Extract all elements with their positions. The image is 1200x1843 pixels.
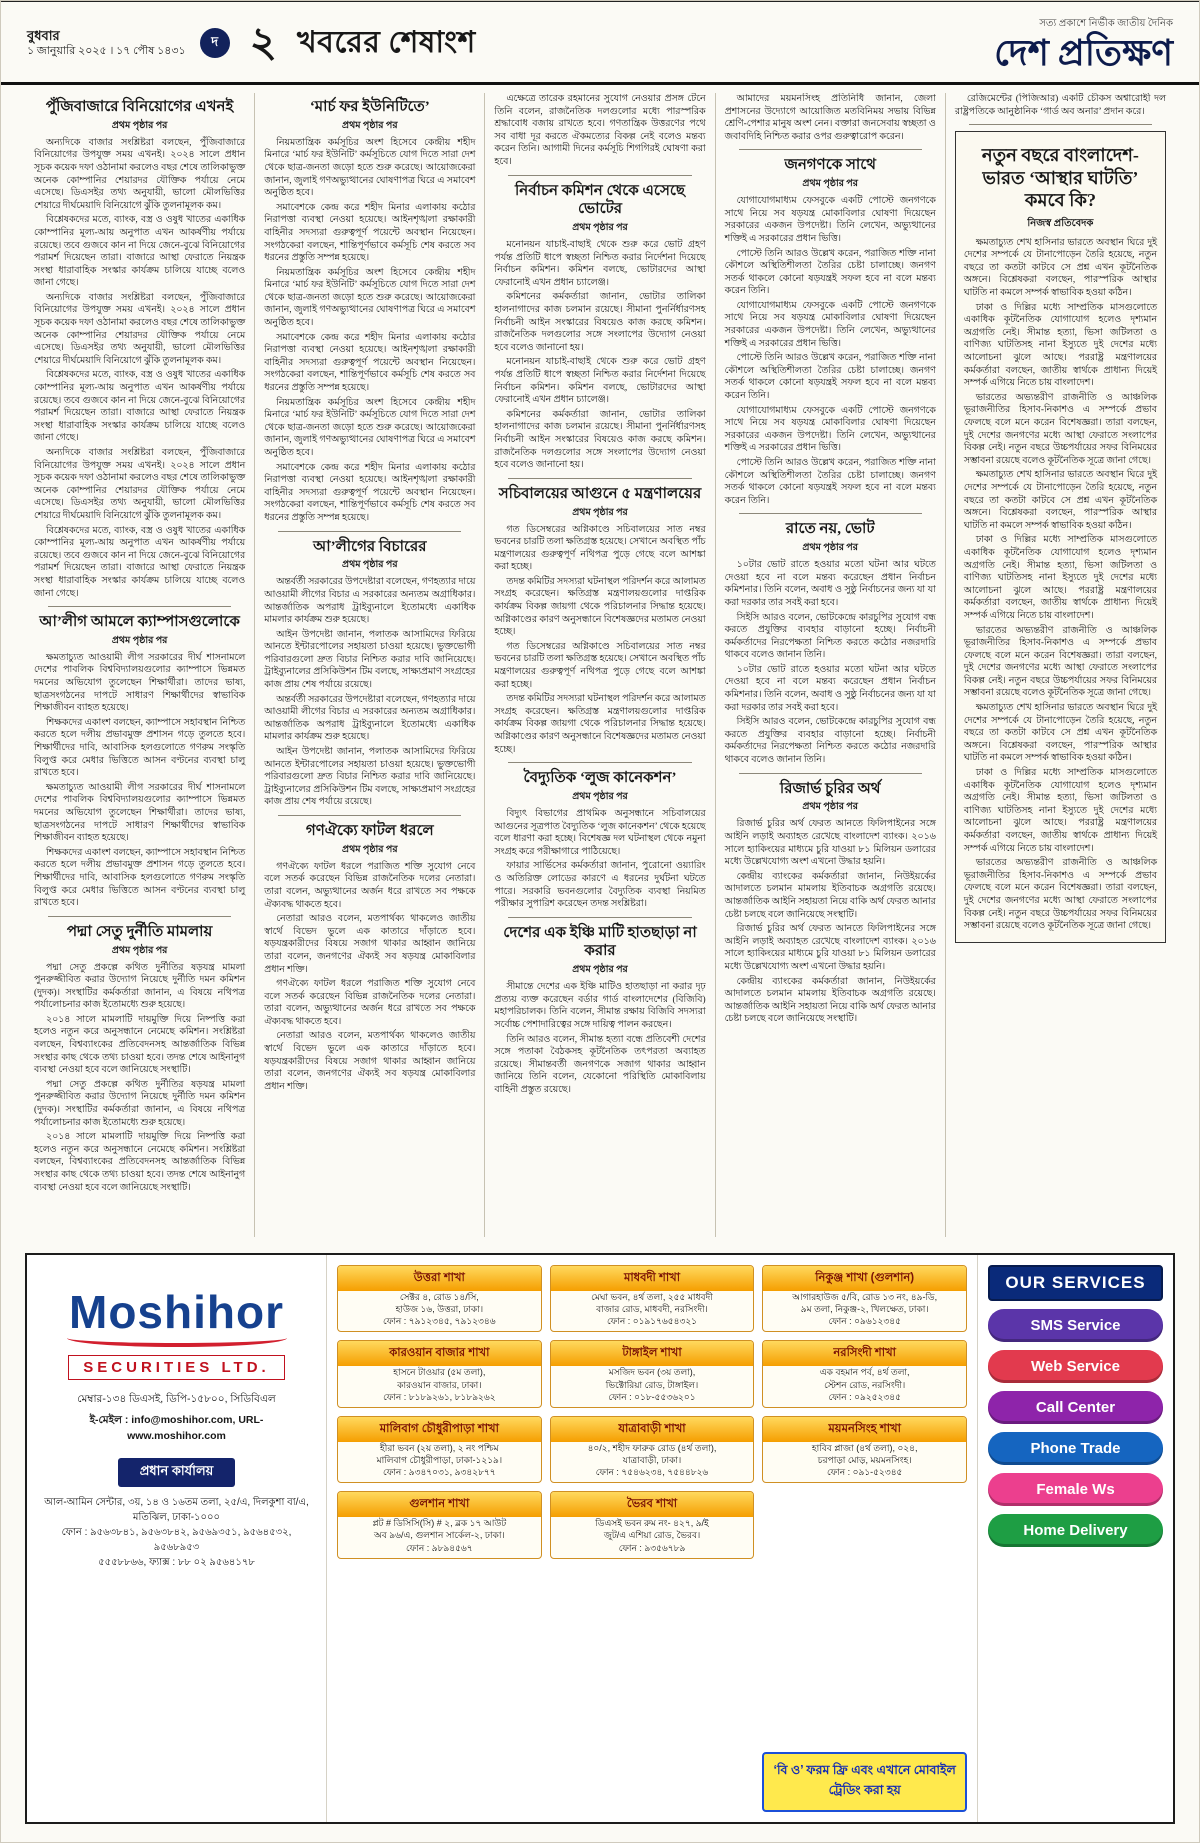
branch-detail-line: ফোন : ৯৩৪৭০৩১, ৯৩৪২৮৭৭: [383, 1467, 496, 1478]
news-column: [484, 93, 714, 1237]
services-title: OUR SERVICES: [988, 1265, 1163, 1301]
article-headline: রাতে নয়, ভোট: [785, 521, 875, 538]
service-button-phone-trade[interactable]: Phone Trade: [988, 1432, 1163, 1465]
article: [494, 769, 705, 911]
article-paragraph: আমাদের ময়মনসিংহ প্রতিনিধি জানান, জেলা প্রশাসনের উদ্যোগে আয়োজিত মতবিনিময় সভায় বিভিন্ন শ্রেণি-পেশার মানুষ অংশ নেন। বক্তারা জনসেবায় স্বচ্ছতা ও জবাবদিহি নিশ্চিত করার ওপর গুরুত্বারোপ করেন।: [724, 94, 936, 142]
branch-detail-line: ফোন : ৮১৮৯২৬১, ৮১৮৯২৬২: [383, 1391, 496, 1402]
continued-from-label: প্রথম পৃষ্ঠার পর: [572, 223, 628, 234]
article-headline: রিজার্ভ চুরির অর্থ: [779, 780, 881, 797]
article-paragraph: ক্ষমতাচ্যুত আওয়ামী লীগ সরকারের দীর্ঘ শাসনামলে দেশের পাবলিক বিশ্ববিদ্যালয়গুলোর ক্যাম্পাসে ভিন্নমত দমনের অভিযোগ তুলেছেন শিক্ষার্থীরা। তাদের ভাষ্য, ছাত্রসংগঠনের দাপটে সাধারণ শিক্ষার্থীদের স্বাভাবিক শিক্ষাজীবন ব্যাহত হয়েছে।: [34, 782, 246, 844]
branch-name: কারওয়ান বাজার শাখা: [338, 1341, 541, 1366]
service-button-home-delivery[interactable]: Home Delivery: [988, 1514, 1163, 1547]
article-paragraph: পোস্টে তিনি আরও উল্লেখ করেন, পরাজিত শক্তি নানা কৌশলে অস্থিতিশীলতা তৈরির চেষ্টা চালাচ্ছে। জনগণ সতর্ক থাকলে কোনো ষড়যন্ত্রই সফল হবে না বলে মন্তব্য করেন তিনি।: [724, 458, 936, 506]
article-paragraph: ঢাকা ও দিল্লির মধ্যে সাম্প্রতিক মাসগুলোতে একাধিক কূটনৈতিক যোগাযোগ হলেও দৃশ্যমান অগ্রগতি নেই। সীমান্ত হত্যা, ভিসা জটিলতা ও বাণিজ্য ঘাটতিসহ নানা ইস্যুতে দুই দেশের মধ্যে আলোচনা ঝুলে আছে। পররাষ্ট্র মন্ত্রণালয়ের কর্মকর্তারা বলছেন, জাতীয় স্বার্থকে প্রাধান্য দিয়েই সম্পর্ক এগিয়ে নিতে চায় বাংলাদেশ।: [963, 302, 1158, 389]
article-paragraph: নিয়মতান্ত্রিক কর্মসূচির অংশ হিসেবে কেন্দ্রীয় শহীদ মিনারে ‘মার্চ ফর ইউনিটি’ কর্মসূচিতে যোগ দিতে সারা দেশ থেকে ছাত্র-জনতা জড়ো হতে শুরু করেছে। আয়োজকেরা জানান, জুলাই গণঅভ্যুত্থানের ঘোষণাপত্র ঘিরে এ সমাবেশ অনুষ্ঠিত হবে।: [264, 267, 476, 329]
article-paragraph: গণঐক্যে ফাটল ধরলে পরাজিত শক্তি সুযোগ নেবে বলে সতর্ক করেছেন বিভিন্ন রাজনৈতিক দলের নেতারা। তারা বলেন, অভ্যুত্থানের অর্জন ধরে রাখতে সব পক্ষকে ঐক্যবদ্ধ থাকতে হবে।: [264, 979, 476, 1027]
branch-detail-line: বাজার রোড, মাধবদী, নরসিংদী।: [596, 1304, 708, 1315]
branch-detail-line: ফোন : ৭৯১২৩৪৫, ৭৯১২৩৪৬: [383, 1316, 496, 1327]
article-paragraph: রিজার্ভ চুরির অর্থ ফেরত আনতে ফিলিপাইনের সঙ্গে আইনি লড়াই অব্যাহত রেখেছে বাংলাদেশ ব্যাংক। ২০১৬ সালে হ্যাকিংয়ের মাধ্যমে চুরি যাওয়া ৮১ মিলিয়ন ডলারের মধ্যে উল্লেখযোগ্য অংশ এখনো উদ্ধার হয়নি।: [724, 819, 936, 868]
branch-detail-line: স্টেশন রোড, নরসিংদী।: [824, 1379, 906, 1390]
article-headline: নির্বাচন কমিশন থেকে এসেছে ভোটের: [515, 182, 685, 218]
article-divider: [508, 762, 691, 763]
branch-detail-line: চরপাড়া মোড়, ময়মনসিংহ।: [817, 1454, 912, 1465]
article-paragraph: গত ডিসেম্বরের অগ্নিকাণ্ডে সচিবালয়ের সাত নম্বর ভবনের চারটি তলা ক্ষতিগ্রস্ত হয়েছে। সেখানে অবস্থিত পাঁচ মন্ত্রণালয়ের গুরুত্বপূর্ণ নথিপত্র পুড়ে গেছে বলে আশঙ্কা করা হচ্ছে।: [494, 524, 706, 573]
article-paragraph: যোগাযোগমাধ্যম ফেসবুকে একটি পোস্টে জনগণকে সাথে নিয়ে সব ষড়যন্ত্র মোকাবিলার ঘোষণা দিয়েছেন সরকারের একজন উপদেষ্টা। তিনি লেখেন, অভ্যুত্থানের শক্তিই এ সরকারের প্রধান ভিত্তি।: [724, 300, 936, 349]
article-paragraph: ১০টার ভোট রাতে হওয়ার মতো ঘটনা আর ঘটতে দেওয়া হবে না বলে মন্তব্য করেছেন প্রধান নির্বাচন কমিশনার। তিনি বলেন, অবাধ ও সুষ্ঠু নির্বাচনের জন্য যা যা করা দরকার তার সবই করা হবে।: [724, 664, 936, 713]
article-divider: [508, 917, 691, 918]
article-paragraph: সমাবেশকে কেন্দ্র করে শহীদ মিনার এলাকায় কঠোর নিরাপত্তা ব্যবস্থা নেওয়া হয়েছে। আইনশৃঙ্খলা রক্ষাকারী বাহিনীর সদস্যরা গুরুত্বপূর্ণ পয়েন্টে অবস্থান নিয়েছেন। সংগঠকেরা বলছেন, শান্তিপূর্ণভাবে কর্মসূচি শেষ করতে সব ধরনের প্রস্তুতি সম্পন্ন হয়েছে।: [264, 462, 476, 523]
free-bo-note: ‘বি ও’ ফরম ফ্রি এবং এখানে মোবাইল ট্রেডিং করা হয়: [762, 1752, 967, 1812]
article-headline: আ’লীগের বিচারের: [313, 538, 427, 555]
article-paragraph: নেতারা আরও বলেন, মতপার্থক্য থাকলেও জাতীয় স্বার্থে বিভেদ ভুলে এক কাতারে দাঁড়াতে হবে। ষড়যন্ত্রকারীদের বিষয়ে সজাগ থাকার আহ্বান জানিয়ে তারা বলেন, জনগণের ঐক্যই সব ষড়যন্ত্র মোকাবিলার প্রধান শক্তি।: [264, 914, 476, 975]
article-paragraph: বিশ্লেষকদের মতে, ব্যাংক, বস্ত্র ও ওষুধ খাতের একাধিক কোম্পানির মূল্য-আয় অনুপাত এখন আকর্ষণীয় পর্যায়ে রয়েছে। তবে গুজবে কান না দিয়ে জেনে-বুঝে বিনিয়োগের পরামর্শ দিয়েছেন তারা। বাজারে আস্থা ফেরাতে নিয়ন্ত্রক সংস্থা ধারাবাহিক সংস্কার কার্যক্রম চালিয়ে যাচ্ছে বলেও জানা গেছে।: [34, 215, 246, 289]
article-paragraph: নিয়মতান্ত্রিক কর্মসূচির অংশ হিসেবে কেন্দ্রীয় শহীদ মিনারে ‘মার্চ ফর ইউনিটি’ কর্মসূচিতে যোগ দিতে সারা দেশ থেকে ছাত্র-জনতা জড়ো হতে শুরু করেছে। আয়োজকেরা জানান, জুলাই গণঅভ্যুত্থানের ঘোষণাপত্র ঘিরে এ সমাবেশ অনুষ্ঠিত হবে।: [264, 137, 476, 199]
branch-detail-line: প্লট # ডিসিসি(সি) # ২, ব্লক ১৭ আউট: [372, 1518, 507, 1529]
branch-card: [337, 1340, 542, 1407]
branch-column: [762, 1265, 967, 1812]
branch-detail-line: হাউজ ১৬, উত্তরা, ঢাকা।: [395, 1304, 484, 1315]
branch-detail-line: ফোন : ৭৫৪৬২৩৪, ৭৫৪৪৮২৬: [595, 1467, 709, 1478]
branch-detail-line: ফোন : ৯৮৯৪৫৬৭: [406, 1542, 473, 1553]
article: [264, 822, 475, 1093]
article-paragraph: যোগাযোগমাধ্যম ফেসবুকে একটি পোস্টে জনগণকে সাথে নিয়ে সব ষড়যন্ত্র মোকাবিলার ঘোষণা দিয়েছেন সরকারের একজন উপদেষ্টা। তিনি লেখেন, অভ্যুত্থানের শক্তিই এ সরকারের প্রধান ভিত্তি।: [724, 196, 936, 244]
article-paragraph: ফায়ার সার্ভিসের কর্মকর্তারা জানান, পুরোনো ওয়্যারিং ও অতিরিক্ত লোডের কারণে এ ধরনের দুর্ঘটনা ঘটতে পারে। সরকারি ভবনগুলোর বৈদ্যুতিক ব্যবস্থা নিয়মিত পরীক্ষার সুপারিশ করেছেন তদন্ত সংশ্লিষ্টরা।: [494, 861, 706, 910]
paper-logo-icon: দ: [200, 28, 230, 58]
article: [34, 613, 245, 910]
branch-name: উত্তরা শাখা: [338, 1266, 541, 1291]
branch-detail-line: হীরা ভবন (২য় তলা), ২ নং পশ্চিম: [380, 1442, 499, 1453]
branch-detail-line: মালিবাগ চৌধুরীপাড়া, ঢাকা-১২১৯।: [376, 1454, 503, 1465]
service-button-female-ws[interactable]: Female Ws: [988, 1473, 1163, 1506]
branch-detail-line: কারওয়ান বাজার, ঢাকা।: [397, 1379, 482, 1390]
article-headline: দেশের এক ইঞ্চি মাটি হাতছাড়া না করার: [503, 924, 697, 960]
weekday: বুধবার: [27, 27, 60, 43]
article-headline: পুঁজিবাজারে বিনিয়োগের এখনই: [45, 99, 234, 115]
article-paragraph: ১০টার ভোট রাতে হওয়ার মতো ঘটনা আর ঘটতে দেওয়া হবে না বলে মন্তব্য করেছেন প্রধান নির্বাচন কমিশনার। তিনি বলেন, অবাধ ও সুষ্ঠু নির্বাচনের জন্য যা যা করা দরকার তার সবই করা হবে।: [724, 560, 936, 608]
article-paragraph: তদন্ত কমিটির সদস্যরা ঘটনাস্থল পরিদর্শন করে আলামত সংগ্রহ করেছেন। ক্ষতিগ্রস্ত মন্ত্রণালয়গুলোর দাপ্তরিক কার্যক্রম বিকল্প জায়গা থেকে পরিচালনার সিদ্ধান্ত হয়েছে। অগ্নিকাণ্ডের কারণ অনুসন্ধানে বিশেষজ্ঞদের মতামত নেওয়া হচ্ছে।: [494, 694, 706, 755]
news-column: [945, 93, 1175, 1237]
branch-detail-line: হাসনে টাওয়ার (৫ম তলা),: [393, 1367, 486, 1378]
article-paragraph: পোস্টে তিনি আরও উল্লেখ করেন, পরাজিত শক্তি নানা কৌশলে অস্থিতিশীলতা তৈরির চেষ্টা চালাচ্ছে। জনগণ সতর্ক থাকলে কোনো ষড়যন্ত্রই সফল হবে না বলে মন্তব্য করেন তিনি।: [724, 248, 936, 297]
article-paragraph: মনোনয়ন যাচাই-বাছাই থেকে শুরু করে ভোট গ্রহণ পর্যন্ত প্রতিটি ধাপে স্বচ্ছতা নিশ্চিত করার নির্দেশনা দিয়েছে নির্বাচন কমিশন। কমিশন বলছে, ভোটারদের আস্থা ফেরানোই এখন প্রধান চ্যালেঞ্জ।: [494, 357, 706, 406]
branch-name: টাঙ্গাইল শাখা: [551, 1341, 754, 1366]
article-paragraph: এক্ষেত্রে তারেক রহমানের সুযোগ নেওয়ার প্রসঙ্গ টেনে তিনি বলেন, রাজনৈতিক দলগুলোর মধ্যে পারস্পরিক শ্রদ্ধাবোধ বজায় রাখতে হবে। গণতান্ত্রিক উত্তরণের পথে সব বাধা দূর করতে ঐকমত্যের বিকল্প নেই বলেও মন্তব্য করেন তিনি। আগামী দিনের কর্মসূচি শিগগিরই ঘোষণা করা হবে।: [494, 94, 706, 167]
head-office-phone: ফোন : ৯৫৬৩৮৪১, ৯৫৬৩৮৪২, ৯৫৬৯৩৫১, ৯৫৬৪৫৩২, ৯৫৬৮৯৫৩: [61, 1527, 292, 1553]
article: [494, 924, 705, 1097]
article-paragraph: গণঐক্যে ফাটল ধরলে পরাজিত শক্তি সুযোগ নেবে বলে সতর্ক করেছেন বিভিন্ন রাজনৈতিক দলের নেতারা। তারা বলেন, অভ্যুত্থানের অর্জন ধরে রাখতে সব পক্ষকে ঐক্যবদ্ধ থাকতে হবে।: [264, 861, 476, 910]
article-divider: [48, 916, 231, 917]
article-divider: [278, 531, 461, 532]
continued-from-label: প্রথম পৃষ্ঠার পর: [342, 560, 398, 571]
article: [494, 485, 705, 756]
article-paragraph: কমিশনের কর্মকর্তারা জানান, ভোটার তালিকা হালনাগাদের কাজ চলমান রয়েছে। সীমানা পুনর্নির্ধারণসহ নির্বাচনী আইন সংস্কারের বিষয়েও কাজ করছে কমিশন। রাজনৈতিক দলগুলোর সঙ্গে সংলাপের উদ্যোগ নেওয়া হবে বলেও জানানো হয়।: [494, 409, 706, 471]
article: [264, 538, 475, 809]
article-divider: [48, 606, 231, 607]
news-column: [715, 93, 945, 1237]
article-paragraph: পোস্টে তিনি আরও উল্লেখ করেন, পরাজিত শক্তি নানা কৌশলে অস্থিতিশীলতা তৈরির চেষ্টা চালাচ্ছে। জনগণ সতর্ক থাকলে কোনো ষড়যন্ত্রই সফল হবে না বলে মন্তব্য করেন তিনি।: [724, 353, 936, 402]
continued-from-label: প্রথম পৃষ্ঠার পর: [342, 120, 398, 131]
continued-from-label: প্রথম পৃষ্ঠার পর: [342, 844, 398, 855]
article: [725, 520, 936, 766]
article-paragraph: পদ্মা সেতু প্রকল্পে কথিত দুর্নীতির ষড়যন্ত্র মামলা পুনরুজ্জীবিত করার উদ্যোগ নিয়েছে দুর্নীতি দমন কমিশন (দুদক)। সংস্থাটির কর্মকর্তারা জানান, এ বিষয়ে নথিপত্র পর্যালোচনার কাজ ইতোমধ্যে শুরু হয়েছে।: [34, 1079, 246, 1128]
continued-from-label: প্রথম পৃষ্ঠার পর: [572, 507, 628, 518]
article-paragraph: সমাবেশকে কেন্দ্র করে শহীদ মিনার এলাকায় কঠোর নিরাপত্তা ব্যবস্থা নেওয়া হয়েছে। আইনশৃঙ্খলা রক্ষাকারী বাহিনীর সদস্যরা গুরুত্বপূর্ণ পয়েন্টে অবস্থান নিয়েছেন। সংগঠকেরা বলছেন, শান্তিপূর্ণভাবে কর্মসূচি শেষ করতে সব ধরনের প্রস্তুতি সম্পন্ন হয়েছে।: [264, 202, 476, 264]
branch-detail-line: ফোন : ০১৮-৫৫৩৬২০১: [608, 1391, 696, 1402]
article-paragraph: আইন উপদেষ্টা জানান, পলাতক আসামিদের ফিরিয়ে আনতে ইন্টারপোলের সহায়তা চাওয়া হয়েছে। ভুক্তভোগী পরিবারগুলো দ্রুত বিচার নিশ্চিত করার দাবি জানিয়েছে। ট্রাইব্যুনালের প্রসিকিউশন টিম বলছে, সাক্ষ্যপ্রমাণ সংগ্রহের কাজ প্রায় শেষ পর্যায়ে রয়েছে।: [264, 629, 476, 691]
head-office-title: প্রধান কার্যালয়: [118, 1458, 236, 1487]
article-paragraph: ২০১৪ সালে মামলাটি দায়মুক্তি দিয়ে নিষ্পত্তি করা হলেও নতুন করে অনুসন্ধানে নেমেছে কমিশন। সংশ্লিষ্টরা বলছেন, বিশ্বব্যাংকের প্রতিবেদনসহ আন্তর্জাতিক বিভিন্ন সংস্থার কাছ থেকে তথ্য চাওয়া হবে। তদন্ত শেষে আইনানুগ ব্যবস্থা নেওয়া হবে বলে জানিয়েছে সংস্থাটি।: [34, 1132, 246, 1193]
date-block: [27, 27, 186, 59]
article-paragraph: ঢাকা ও দিল্লির মধ্যে সাম্প্রতিক মাসগুলোতে একাধিক কূটনৈতিক যোগাযোগ হলেও দৃশ্যমান অগ্রগতি নেই। সীমান্ত হত্যা, ভিসা জটিলতা ও বাণিজ্য ঘাটতিসহ নানা ইস্যুতে দুই দেশের মধ্যে আলোচনা ঝুলে আছে। পররাষ্ট্র মন্ত্রণালয়ের কর্মকর্তারা বলছেন, জাতীয় স্বার্থকে প্রাধান্য দিয়েই সম্পর্ক এগিয়ে নিতে চায় বাংলাদেশ।: [963, 535, 1158, 621]
article-divider: [739, 513, 922, 514]
branch-detail-line: হাবিব প্লাজা (৪র্থ তলা), ০২৪,: [811, 1442, 918, 1453]
branch-detail-line: ফোন : ০৯২৫২৩৪৫: [828, 1391, 901, 1402]
branch-card: [337, 1491, 542, 1558]
branch-detail-line: মসজিদ ভবন (৩য় তলা),: [608, 1367, 696, 1378]
article: [494, 182, 705, 472]
article-divider: [739, 149, 922, 150]
branch-detail-line: আগারহাউজ ৫/বি, রোড ১৩ নং, ৪৯-ডি,: [792, 1292, 938, 1302]
article-paragraph: মনোনয়ন যাচাই-বাছাই থেকে শুরু করে ভোট গ্রহণ পর্যন্ত প্রতিটি ধাপে স্বচ্ছতা নিশ্চিত করার নির্দেশনা দিয়েছে নির্বাচন কমিশন। কমিশন বলছে, ভোটারদের আস্থা ফেরানোই এখন প্রধান চ্যালেঞ্জ।: [494, 240, 706, 288]
article-paragraph: সমাবেশকে কেন্দ্র করে শহীদ মিনার এলাকায় কঠোর নিরাপত্তা ব্যবস্থা নেওয়া হয়েছে। আইনশৃঙ্খলা রক্ষাকারী বাহিনীর সদস্যরা গুরুত্বপূর্ণ পয়েন্টে অবস্থান নিয়েছেন। সংগঠকেরা বলছেন, শান্তিপূর্ণভাবে কর্মসূচি শেষ করতে সব ধরনের প্রস্তুতি সম্পন্ন হয়েছে।: [264, 332, 476, 394]
article-paragraph: অন্যদিকে বাজার সংশ্লিষ্টরা বলছেন, পুঁজিবাজারে বিনিয়োগের উপযুক্ত সময় এখনই। ২০২৪ সালে প্রধান সূচক কয়েক দফা ওঠানামা করলেও বছর শেষে তালিকাভুক্ত অনেক কোম্পানির শেয়ারদর যৌক্তিক পর্যায়ে নেমে এসেছে। ডিএসইর তথ্য অনুযায়ী, ভালো মৌলভিত্তির শেয়ারে দীর্ঘমেয়াদি বিনিয়োগে ঝুঁকি তুলনামূলক কম।: [34, 448, 246, 521]
date-line: ১ জানুয়ারি ২০২৫ । ১৭ পৌষ ১৪৩১: [27, 45, 186, 58]
article-paragraph: বিশ্লেষকদের মতে, ব্যাংক, বস্ত্র ও ওষুধ খাতের একাধিক কোম্পানির মূল্য-আয় অনুপাত এখন আকর্ষণীয় পর্যায়ে রয়েছে। তবে গুজবে কান না দিয়ে জেনে-বুঝে বিনিয়োগের পরামর্শ দিয়েছেন তারা। বাজারে আস্থা ফেরাতে নিয়ন্ত্রক সংস্থা ধারাবাহিক সংস্কার কার্যক্রম চালিয়ে যাচ্ছে বলেও জানা গেছে।: [34, 525, 246, 599]
continued-from-label: প্রথম পৃষ্ঠার পর: [111, 945, 168, 956]
branch-detail-line: ৯ম তলা, নিকুঞ্জ-২, খিলক্ষেত, ঢাকা।: [800, 1304, 929, 1315]
article-paragraph: বিদ্যুৎ বিভাগের প্রাথমিক অনুসন্ধানে সচিবালয়ের আগুনের সূত্রপাত বৈদ্যুতিক ‘লুজ কানেকশন’ থেকে হয়েছে বলে ধারণা করা হচ্ছে। বিশেষজ্ঞ দল ঘটনাস্থল থেকে নমুনা সংগ্রহ করে পরীক্ষাগারে পাঠিয়েছে।: [494, 808, 706, 857]
head-office-address: আল-আমিন সেন্টার, ৩য়, ১৪ ও ১৬তম তলা, ২৫/এ, দিলকুশা বা/এ, মতিঝিল, ঢাকা-১০০০: [44, 1497, 309, 1523]
article-paragraph: গত ডিসেম্বরের অগ্নিকাণ্ডে সচিবালয়ের সাত নম্বর ভবনের চারটি তলা ক্ষতিগ্রস্ত হয়েছে। সেখানে অবস্থিত পাঁচ মন্ত্রণালয়ের গুরুত্বপূর্ণ নথিপত্র পুড়ে গেছে বলে আশঙ্কা করা হচ্ছে।: [494, 641, 706, 690]
article: [264, 98, 475, 525]
article: [34, 98, 245, 600]
article-paragraph: ক্ষমতাচ্যুত শেখ হাসিনার ভারতে অবস্থান ঘিরে দুই দেশের সম্পর্কে যে টানাপোড়েন তৈরি হয়েছে, নতুন বছরে তা কতটা কাটবে সে প্রশ্ন এখন কূটনৈতিক অঙ্গনে। বিশ্লেষকরা বলছেন, পারস্পরিক আস্থার ঘাটতি না কমলে সম্পর্ক স্বাভাবিক হওয়া কঠিন।: [963, 703, 1158, 764]
branch-detail-line: যাত্রাবাড়ী, ঢাকা।: [622, 1454, 682, 1465]
article-divider: [508, 478, 691, 479]
article: [725, 93, 936, 143]
article-headline: জনগণকে সাথে: [784, 157, 876, 174]
article-paragraph: ক্ষমতাচ্যুত আওয়ামী লীগ সরকারের দীর্ঘ শাসনামলে দেশের পাবলিক বিশ্ববিদ্যালয়গুলোর ক্যাম্পাসে ভিন্নমত দমনের অভিযোগ তুলেছেন শিক্ষার্থীরা। তাদের ভাষ্য, ছাত্রসংগঠনের দাপটে সাধারণ শিক্ষার্থীদের স্বাভাবিক শিক্ষাজীবন ব্যাহত হয়েছে।: [34, 652, 246, 714]
article-paragraph: নিয়মতান্ত্রিক কর্মসূচির অংশ হিসেবে কেন্দ্রীয় শহীদ মিনারে ‘মার্চ ফর ইউনিটি’ কর্মসূচিতে যোগ দিতে সারা দেশ থেকে ছাত্র-জনতা জড়ো হতে শুরু করেছে। আয়োজকেরা জানান, জুলাই গণঅভ্যুত্থানের ঘোষণাপত্র ঘিরে এ সমাবেশ অনুষ্ঠিত হবে।: [264, 397, 476, 458]
continued-from-label: প্রথম পৃষ্ঠার পর: [572, 791, 628, 802]
service-button-sms-service[interactable]: SMS Service: [988, 1309, 1163, 1342]
branch-card: [762, 1416, 967, 1483]
article: [494, 93, 705, 169]
article-paragraph: ক্ষমতাচ্যুত শেখ হাসিনার ভারতে অবস্থান ঘিরে দুই দেশের সম্পর্কে যে টানাপোড়েন তৈরি হয়েছে, নতুন বছরে তা কতটা কাটবে সে প্রশ্ন এখন কূটনৈতিক অঙ্গনে। বিশ্লেষকরা বলছেন, পারস্পরিক আস্থার ঘাটতি না কমলে সম্পর্ক স্বাভাবিক হওয়া কঠিন।: [963, 470, 1158, 531]
news-column: [25, 93, 254, 1237]
continued-from-label: প্রথম পৃষ্ঠার পর: [111, 635, 168, 646]
branch-detail-line: সেক্টর ৪, রোড ১৪/সি,: [399, 1292, 479, 1302]
article-paragraph: কেন্দ্রীয় ব্যাংকের কর্মকর্তারা জানান, নিউইয়র্কের আদালতে চলমান মামলায় ইতিবাচক অগ্রগতি রয়েছে। আন্তর্জাতিক আইনি সহায়তা নিয়ে বাকি অর্থ ফেরত আনার চেষ্টা চলছে বলে জানিয়েছে সংস্থাটি।: [724, 871, 936, 920]
branch-detail-line: ফোন : ৯৩৫৬৭৮৯: [618, 1542, 686, 1553]
article-paragraph: অন্তর্বর্তী সরকারের উপদেষ্টারা বলেছেন, গণহত্যার দায়ে আওয়ামী লীগের বিচার এ সরকারের অন্যতম অগ্রাধিকার। আন্তর্জাতিক অপরাধ ট্রাইব্যুনালে ইতোমধ্যে একাধিক মামলার কার্যক্রম শুরু হয়েছে।: [264, 577, 476, 626]
article-divider: [969, 124, 1152, 125]
branch-detail-line: ফোন : ০৯৬১২৩৪৫: [828, 1316, 901, 1327]
branch-detail-line: ভিক্টোরিয়া রোড, টাঙ্গাইল।: [605, 1379, 699, 1390]
branch-card: [762, 1340, 967, 1407]
article-paragraph: অন্যদিকে বাজার সংশ্লিষ্টরা বলছেন, পুঁজিবাজারে বিনিয়োগের উপযুক্ত সময় এখনই। ২০২৪ সালে প্রধান সূচক কয়েক দফা ওঠানামা করলেও বছর শেষে তালিকাভুক্ত অনেক কোম্পানির শেয়ারদর যৌক্তিক পর্যায়ে নেমে এসেছে। ডিএসইর তথ্য অনুযায়ী, ভালো মৌলভিত্তির শেয়ারে দীর্ঘমেয়াদি বিনিয়োগে ঝুঁকি তুলনামূলক কম।: [34, 292, 246, 366]
article-byline: নিজস্ব প্রতিবেদক: [1027, 217, 1094, 229]
branch-name: ভৈরব শাখা: [551, 1492, 754, 1517]
article-paragraph: শিক্ষকদের একাংশ বলছেন, ক্যাম্পাসে সহাবস্থান নিশ্চিত করতে হলে দলীয় প্রভাবমুক্ত প্রশাসন গড়ে তুলতে হবে। শিক্ষার্থীদের দাবি, আবাসিক হলগুলোতে গণরুম সংস্কৃতি বিলুপ্ত করে মেধার ভিত্তিতে আসন বণ্টনের ব্যবস্থা চালু রাখতে হবে।: [34, 717, 246, 779]
news-columns: [1, 85, 1199, 1237]
branch-card: [762, 1265, 967, 1332]
article: [725, 780, 936, 1026]
article-paragraph: কমিশনের কর্মকর্তারা জানান, ভোটার তালিকা হালনাগাদের কাজ চলমান রয়েছে। সীমানা পুনর্নির্ধারণসহ নির্বাচনী আইন সংস্কারের বিষয়েও কাজ করছে কমিশন। রাজনৈতিক দলগুলোর সঙ্গে সংলাপের উদ্যোগ নেওয়া হবে বলেও জানানো হয়।: [494, 292, 706, 353]
news-column: [254, 93, 484, 1237]
article-paragraph: যোগাযোগমাধ্যম ফেসবুকে একটি পোস্টে জনগণকে সাথে নিয়ে সব ষড়যন্ত্র মোকাবিলার ঘোষণা দিয়েছেন সরকারের একজন উপদেষ্টা। তিনি লেখেন, অভ্যুত্থানের শক্তিই এ সরকারের প্রধান ভিত্তি।: [724, 405, 936, 454]
masthead-title: দেশ প্রতিক্ষণ: [994, 32, 1173, 73]
branch-detail-line: এক বহমান পর্ব, ৪র্থ তলা,: [819, 1367, 910, 1378]
article-paragraph: সিইসি আরও বলেন, ভোটকেন্দ্রে কারচুপির সুযোগ বন্ধ করতে প্রযুক্তির ব্যবহার বাড়ানো হচ্ছে। নির্বাচনী কর্মকর্তাদের নিরপেক্ষতা নিশ্চিত করতে কঠোর নজরদারি থাকবে বলেও জানান তিনি।: [724, 717, 936, 766]
article-paragraph: ভারতের অভ্যন্তরীণ রাজনীতি ও আঞ্চলিক ভূরাজনীতির হিসাব-নিকাশও এ সম্পর্কে প্রভাব ফেলছে বলে মনে করেন বিশেষজ্ঞরা। তারা বলছেন, দুই দেশের জনগণের মধ্যে আস্থা ফেরাতে সংলাপের বিকল্প নেই। নতুন বছরে উচ্চপর্যায়ের সফর বিনিময়ের সম্ভাবনা রয়েছে বলেও কূটনৈতিক সূত্রে জানা গেছে।: [963, 625, 1158, 699]
branch-card: [550, 1491, 755, 1558]
article: [725, 156, 936, 507]
branch-name: নিকুঞ্জ শাখা (গুলশান): [763, 1266, 966, 1291]
branch-detail-line: ফোন : ০৯১-৫২৩৪৫: [826, 1467, 903, 1478]
branch-name: মাধবদী শাখা: [551, 1266, 754, 1291]
branch-card: [337, 1265, 542, 1332]
article-divider: [739, 773, 922, 774]
article-paragraph: সীমান্তে দেশের এক ইঞ্চি মাটিও হাতছাড়া না করার দৃঢ় প্রত্যয় ব্যক্ত করেছেন বর্ডার গার্ড বাংলাদেশের (বিজিবি) মহাপরিচালক। তিনি বলেন, সীমান্ত রক্ষায় বিজিবি সদস্যরা সর্বোচ্চ পেশাদারিত্বের সঙ্গে দায়িত্ব পালন করছেন।: [494, 982, 706, 1030]
service-button-call-center[interactable]: Call Center: [988, 1391, 1163, 1424]
article-paragraph: বিশ্লেষকদের মতে, ব্যাংক, বস্ত্র ও ওষুধ খাতের একাধিক কোম্পানির মূল্য-আয় অনুপাত এখন আকর্ষণীয় পর্যায়ে রয়েছে। তবে গুজবে কান না দিয়ে জেনে-বুঝে বিনিয়োগের পরামর্শ দিয়েছেন তারা। বাজারে আস্থা ফেরাতে নিয়ন্ত্রক সংস্থা ধারাবাহিক সংস্কার কার্যক্রম চালিয়ে যাচ্ছে বলেও জানা গেছে।: [34, 370, 246, 444]
branch-detail-line: ডিএসই ভবন রুম নং- ৪২৭, ৯/ই: [595, 1518, 709, 1529]
article-paragraph: ভারতের অভ্যন্তরীণ রাজনীতি ও আঞ্চলিক ভূরাজনীতির হিসাব-নিকাশও এ সম্পর্কে প্রভাব ফেলছে বলে মনে করেন বিশেষজ্ঞরা। তারা বলছেন, দুই দেশের জনগণের মধ্যে আস্থা ফেরাতে সংলাপের বিকল্প নেই। নতুন বছরে উচ্চপর্যায়ের সফর বিনিময়ের সম্ভাবনা রয়েছে বলেও কূটনৈতিক সূত্রে জানা গেছে।: [963, 392, 1158, 466]
branch-card: [550, 1340, 755, 1407]
article-paragraph: অন্তর্বর্তী সরকারের উপদেষ্টারা বলেছেন, গণহত্যার দায়ে আওয়ামী লীগের বিচার এ সরকারের অন্যতম অগ্রাধিকার। আন্তর্জাতিক অপরাধ ট্রাইব্যুনালে ইতোমধ্যে একাধিক মামলার কার্যক্রম শুরু হয়েছে।: [264, 694, 476, 743]
masthead-block: [994, 16, 1173, 71]
article-paragraph: অন্যদিকে বাজার সংশ্লিষ্টরা বলছেন, পুঁজিবাজারে বিনিয়োগের উপযুক্ত সময় এখনই। ২০২৪ সালে প্রধান সূচক কয়েক দফা ওঠানামা করলেও বছর শেষে তালিকাভুক্ত অনেক কোম্পানির শেয়ারদর যৌক্তিক পর্যায়ে নেমে এসেছে। ডিএসইর তথ্য অনুযায়ী, ভালো মৌলভিত্তির শেয়ারে দীর্ঘমেয়াদি বিনিয়োগে ঝুঁকি তুলনামূলক কম।: [34, 137, 246, 211]
ad-brand-panel: [27, 1255, 327, 1822]
article-paragraph: কেন্দ্রীয় ব্যাংকের কর্মকর্তারা জানান, নিউইয়র্কের আদালতে চলমান মামলায় ইতিবাচক অগ্রগতি রয়েছে। আন্তর্জাতিক আইনি সহায়তা নিয়ে বাকি অর্থ ফেরত আনার চেষ্টা চলছে বলে জানিয়েছে সংস্থাটি।: [724, 976, 936, 1025]
article-paragraph: তদন্ত কমিটির সদস্যরা ঘটনাস্থল পরিদর্শন করে আলামত সংগ্রহ করেছেন। ক্ষতিগ্রস্ত মন্ত্রণালয়গুলোর দাপ্তরিক কার্যক্রম বিকল্প জায়গা থেকে পরিচালনার সিদ্ধান্ত হয়েছে। অগ্নিকাণ্ডের কারণ অনুসন্ধানে বিশেষজ্ঞদের মতামত নেওয়া হচ্ছে।: [494, 576, 706, 638]
article-headline: পদ্মা সেতু দুর্নীতি মামলায়: [66, 923, 213, 940]
article-headline: আ’লীগ আমলে ক্যাম্পাসগুলোকে: [39, 614, 240, 631]
advertisement: [25, 1253, 1175, 1824]
section-title: খবরের শেষাংশ: [296, 25, 476, 59]
branch-card: [550, 1416, 755, 1483]
continued-from-label: প্রথম পৃষ্ঠার পর: [802, 802, 858, 813]
branch-detail-line: অব ৯৬/এ, গুলশান সার্কেল-২, ঢাকা।: [373, 1530, 505, 1541]
head-office-fax: ৫৫৫৮৮৬৬, ফ্যাক্স : ৮৮ ০২ ৯৫৬৪১৭৮: [98, 1557, 255, 1568]
page-header: [1, 1, 1199, 85]
page-number: ২: [249, 20, 277, 66]
article-paragraph: পদ্মা সেতু প্রকল্পে কথিত দুর্নীতির ষড়যন্ত্র মামলা পুনরুজ্জীবিত করার উদ্যোগ নিয়েছে দুর্নীতি দমন কমিশন (দুদক)। সংস্থাটির কর্মকর্তারা জানান, এ বিষয়ে নথিপত্র পর্যালোচনার কাজ ইতোমধ্যে শুরু হয়েছে।: [34, 962, 246, 1011]
article-headline: নতুন বছরে বাংলাদেশ-ভারত ‘আস্থার ঘাটতি’ কমবে কি?: [981, 145, 1139, 211]
branch-name: মালিবাগ চৌধুরীপাড়া শাখা: [338, 1417, 541, 1442]
service-button-web-service[interactable]: Web Service: [988, 1350, 1163, 1383]
branch-column: [337, 1265, 542, 1812]
masthead-tagline: সত্য প্রকাশে নির্ভীক জাতীয় দৈনিক: [1039, 17, 1173, 29]
article-paragraph: ২০১৪ সালে মামলাটি দায়মুক্তি দিয়ে নিষ্পত্তি করা হলেও নতুন করে অনুসন্ধানে নেমেছে কমিশন। সংশ্লিষ্টরা বলছেন, বিশ্বব্যাংকের প্রতিবেদনসহ আন্তর্জাতিক বিভিন্ন সংস্থার কাছ থেকে তথ্য চাওয়া হবে। তদন্ত শেষে আইনানুগ ব্যবস্থা নেওয়া হবে বলে জানিয়েছে সংস্থাটি।: [34, 1014, 246, 1076]
ad-company-logo: Moshihor: [69, 1286, 284, 1338]
article-paragraph: রিজার্ভ চুরির অর্থ ফেরত আনতে ফিলিপাইনের সঙ্গে আইনি লড়াই অব্যাহত রেখেছে বাংলাদেশ ব্যাংক। ২০১৬ সালে হ্যাকিংয়ের মাধ্যমে চুরি যাওয়া ৮১ মিলিয়ন ডলারের মধ্যে উল্লেখযোগ্য অংশ এখনো উদ্ধার হয়নি।: [724, 924, 936, 972]
article-paragraph: তিনি আরও বলেন, সীমান্ত হত্যা বন্ধে প্রতিবেশী দেশের সঙ্গে পতাকা বৈঠকসহ কূটনৈতিক তৎপরতা অব্যাহত রয়েছে। সীমান্তবর্তী জনগণকে সজাগ থাকার আহ্বান জানিয়ে তিনি বলেন, যেকোনো পরিস্থিতি মোকাবিলায় বাহিনী প্রস্তুত রয়েছে।: [494, 1034, 706, 1095]
article-headline: বৈদ্যুতিক ‘লুজ কানেকশন’: [523, 770, 677, 787]
continued-from-label: প্রথম পৃষ্ঠার পর: [572, 965, 628, 976]
branch-detail-line: ফোন : ০১৯১৭৬৫৪৩২১: [607, 1316, 698, 1327]
branch-name: যাত্রাবাড়ী শাখা: [551, 1417, 754, 1442]
article: [34, 923, 245, 1194]
branch-name: গুলশান শাখা: [338, 1492, 541, 1517]
article-divider: [278, 815, 461, 816]
article-paragraph: ভারতের অভ্যন্তরীণ রাজনীতি ও আঞ্চলিক ভূরাজনীতির হিসাব-নিকাশও এ সম্পর্কে প্রভাব ফেলছে বলে মনে করেন বিশেষজ্ঞরা। তারা বলছেন, দুই দেশের জনগণের মধ্যে আস্থা ফেরাতে সংলাপের বিকল্প নেই। নতুন বছরে উচ্চপর্যায়ের সফর বিনিময়ের সম্ভাবনা রয়েছে বলেও কূটনৈতিক সূত্রে জানা গেছে।: [963, 858, 1158, 932]
article-headline: সচিবালয়ের আগুনে ৫ মন্ত্রণালয়ের: [498, 485, 702, 502]
branch-card: [550, 1265, 755, 1332]
branch-card: [337, 1416, 542, 1483]
article-headline: গণঐক্যে ফাটল ধরলে: [305, 823, 434, 839]
branch-detail-line: জুট/এ এশিয়া রোড, ভৈরব।: [603, 1530, 701, 1541]
article-paragraph: ঢাকা ও দিল্লির মধ্যে সাম্প্রতিক মাসগুলোতে একাধিক কূটনৈতিক যোগাযোগ হলেও দৃশ্যমান অগ্রগতি নেই। সীমান্ত হত্যা, ভিসা জটিলতা ও বাণিজ্য ঘাটতিসহ নানা ইস্যুতে দুই দেশের মধ্যে আলোচনা ঝুলে আছে। পররাষ্ট্র মন্ত্রণালয়ের কর্মকর্তারা বলছেন, জাতীয় স্বার্থকে প্রাধান্য দিয়েই সম্পর্ক এগিয়ে নিতে চায় বাংলাদেশ।: [963, 768, 1158, 854]
continued-from-label: প্রথম পৃষ্ঠার পর: [802, 543, 858, 554]
article: [955, 93, 1166, 118]
branch-name: ময়মনসিংহ শাখা: [763, 1417, 966, 1442]
article-paragraph: রেজিমেন্টের (পিজিআর) একটি চৌকস অশ্বারোহী দল রাষ্ট্রপতিকে আনুষ্ঠানিক ‘গার্ড অব অনার’ প্রদান করে।: [954, 94, 1167, 117]
article-paragraph: ক্ষমতাচ্যুত শেখ হাসিনার ভারতে অবস্থান ঘিরে দুই দেশের সম্পর্কে যে টানাপোড়েন তৈরি হয়েছে, নতুন বছরে তা কতটা কাটবে সে প্রশ্ন এখন কূটনৈতিক অঙ্গনে। বিশ্লেষকরা বলছেন, পারস্পরিক আস্থার ঘাটতি না কমলে সম্পর্ক স্বাভাবিক হওয়া কঠিন।: [963, 237, 1158, 299]
article-headline: ‘মার্চ ফর ইউনিটিতে’: [309, 99, 430, 115]
article-paragraph: সিইসি আরও বলেন, ভোটকেন্দ্রে কারচুপির সুযোগ বন্ধ করতে প্রযুক্তির ব্যবহার বাড়ানো হচ্ছে। নির্বাচনী কর্মকর্তাদের নিরপেক্ষতা নিশ্চিত করতে কঠোর নজরদারি থাকবে বলেও জানান তিনি।: [724, 612, 936, 661]
article-paragraph: আইন উপদেষ্টা জানান, পলাতক আসামিদের ফিরিয়ে আনতে ইন্টারপোলের সহায়তা চাওয়া হয়েছে। ভুক্তভোগী পরিবারগুলো দ্রুত বিচার নিশ্চিত করার দাবি জানিয়েছে। ট্রাইব্যুনালের প্রসিকিউশন টিম বলছে, সাক্ষ্যপ্রমাণ সংগ্রহের কাজ প্রায় শেষ পর্যায়ে রয়েছে।: [264, 747, 476, 808]
ad-company-subtitle: SECURITIES LTD.: [68, 1355, 284, 1380]
ad-email-line[interactable]: ই-মেইল : info@moshihor.com, URL- www.moshihor.com: [89, 1414, 264, 1442]
branch-detail-line: ৪০/২, শহীদ ফারুক রোড (৪র্থ তলা),: [587, 1442, 717, 1453]
branch-column: [550, 1265, 755, 1812]
ad-member-line: মেম্বার-১৩৪ ডিএসই, ডিপি-১৫৮০০, সিডিবিএল: [77, 1393, 276, 1405]
article: [955, 131, 1166, 943]
article-divider: [508, 175, 691, 176]
logo-swoosh-icon: [67, 1337, 287, 1347]
continued-from-label: প্রথম পৃষ্ঠার পর: [802, 179, 858, 190]
branch-detail-line: মেঘা ভবন, ৪র্থ তলা, ২৫৫ মাধবদী: [591, 1292, 713, 1302]
services-panel: [977, 1255, 1173, 1822]
branch-name: নরসিংদী শাখা: [763, 1341, 966, 1366]
article-paragraph: নেতারা আরও বলেন, মতপার্থক্য থাকলেও জাতীয় স্বার্থে বিভেদ ভুলে এক কাতারে দাঁড়াতে হবে। ষড়যন্ত্রকারীদের বিষয়ে সজাগ থাকার আহ্বান জানিয়ে তারা বলেন, জনগণের ঐক্যই সব ষড়যন্ত্র মোকাবিলার প্রধান শক্তি।: [264, 1031, 476, 1092]
continued-from-label: প্রথম পৃষ্ঠার পর: [111, 120, 168, 131]
branch-directory: [327, 1255, 977, 1822]
article-paragraph: শিক্ষকদের একাংশ বলছেন, ক্যাম্পাসে সহাবস্থান নিশ্চিত করতে হলে দলীয় প্রভাবমুক্ত প্রশাসন গড়ে তুলতে হবে। শিক্ষার্থীদের দাবি, আবাসিক হলগুলোতে গণরুম সংস্কৃতি বিলুপ্ত করে মেধার ভিত্তিতে আসন বণ্টনের ব্যবস্থা চালু রাখতে হবে।: [34, 847, 246, 909]
